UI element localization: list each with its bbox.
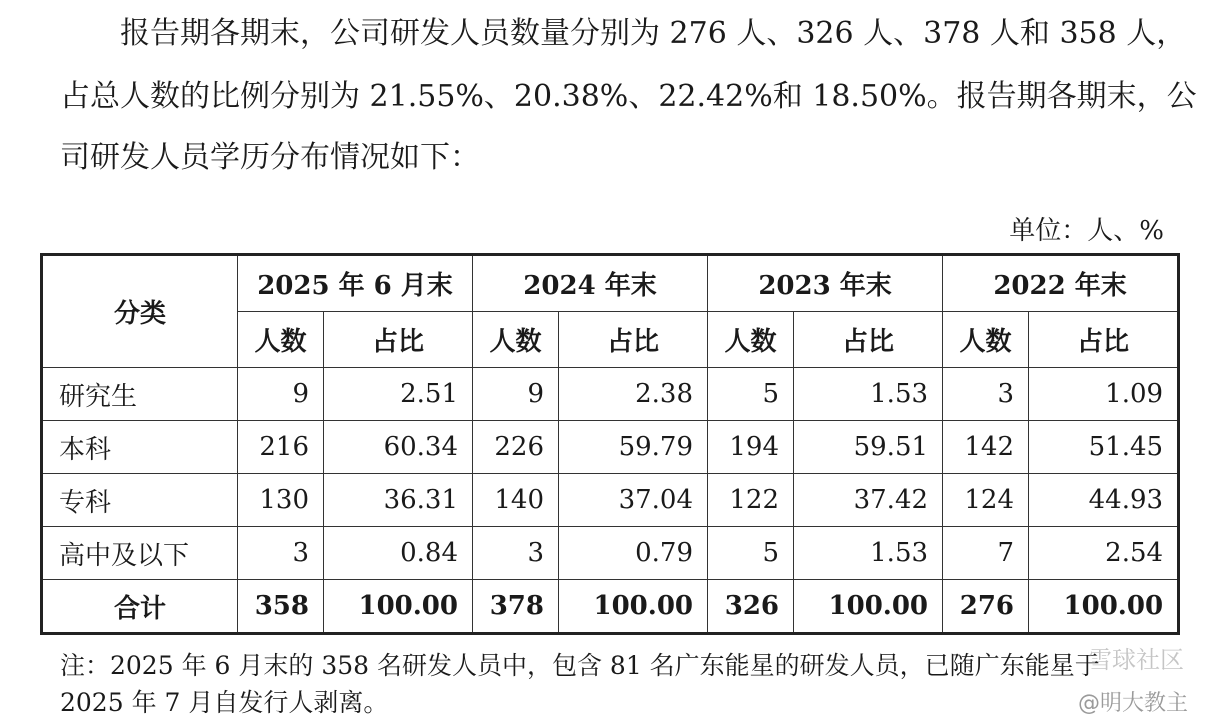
table-cell: 194 (708, 421, 794, 474)
table-cell: 60.34 (324, 421, 473, 474)
table-cell: 37.42 (794, 474, 943, 527)
table-cell: 36.31 (324, 474, 473, 527)
table-cell: 100.00 (794, 580, 943, 634)
table-cell: 100.00 (1029, 580, 1179, 634)
count-header: 人数 (238, 312, 324, 368)
table-cell: 7 (943, 527, 1029, 580)
table-cell: 326 (708, 580, 794, 634)
table-cell: 100.00 (559, 580, 708, 634)
table-cell: 124 (943, 474, 1029, 527)
table-row (42, 527, 1179, 580)
footnote-line-1: 注：2025 年 6 月末的 358 名研发人员中，包含 81 名广东能星的研发人员，已随广东能星于 (60, 651, 1100, 680)
table-row (42, 421, 1179, 474)
paragraph-line-2: 占总人数的比例分别为 21.55%、20.38%、22.42%和 18.50%。报告期各期末，公 (60, 79, 1197, 114)
table-cell: 130 (238, 474, 324, 527)
table-cell: 1.53 (794, 368, 943, 421)
row-label: 专科 (42, 474, 238, 527)
table-header-row-periods (42, 255, 1179, 312)
count-header: 人数 (473, 312, 559, 368)
table-cell: 3 (473, 527, 559, 580)
table-cell: 5 (708, 368, 794, 421)
footnote (60, 647, 1100, 721)
table-cell: 140 (473, 474, 559, 527)
ratio-header: 占比 (794, 312, 943, 368)
table-cell: 9 (473, 368, 559, 421)
table-cell: 59.51 (794, 421, 943, 474)
table-cell: 378 (473, 580, 559, 634)
table-row (42, 368, 1179, 421)
period-header: 2023 年末 (708, 255, 943, 312)
row-label: 高中及以下 (42, 527, 238, 580)
table-cell: 2.38 (559, 368, 708, 421)
table-cell: 276 (943, 580, 1029, 634)
table-cell: 2.54 (1029, 527, 1179, 580)
paragraph-line-1: 报告期各期末，公司研发人员数量分别为 276 人、326 人、378 人和 358 人， (120, 16, 1187, 51)
watermark-site: 雪球社区 (1088, 646, 1184, 674)
table-cell: 100.00 (324, 580, 473, 634)
table-cell: 358 (238, 580, 324, 634)
table-cell: 3 (943, 368, 1029, 421)
row-label: 本科 (42, 421, 238, 474)
table-total-row (42, 580, 1179, 634)
ratio-header: 占比 (1029, 312, 1179, 368)
table-cell: 122 (708, 474, 794, 527)
watermark-author: @明大教主 (1077, 691, 1188, 716)
table-cell: 226 (473, 421, 559, 474)
table-cell: 3 (238, 527, 324, 580)
count-header: 人数 (943, 312, 1029, 368)
count-header: 人数 (708, 312, 794, 368)
table-cell: 1.53 (794, 527, 943, 580)
table-cell: 1.09 (1029, 368, 1179, 421)
table-cell: 44.93 (1029, 474, 1179, 527)
table-row (42, 474, 1179, 527)
table-cell: 5 (708, 527, 794, 580)
table-cell: 51.45 (1029, 421, 1179, 474)
unit-label: 单位：人、% (1009, 216, 1164, 246)
table-cell: 216 (238, 421, 324, 474)
table-cell: 0.84 (324, 527, 473, 580)
period-header: 2024 年末 (473, 255, 708, 312)
row-label: 研究生 (42, 368, 238, 421)
category-header: 分类 (42, 255, 238, 368)
period-header: 2025 年 6 月末 (238, 255, 473, 312)
paragraph-line-3: 司研发人员学历分布情况如下： (60, 140, 480, 175)
ratio-header: 占比 (324, 312, 473, 368)
total-label: 合计 (42, 580, 238, 634)
table-cell: 59.79 (559, 421, 708, 474)
ratio-header: 占比 (559, 312, 708, 368)
table-cell: 142 (943, 421, 1029, 474)
table-cell: 9 (238, 368, 324, 421)
period-header: 2022 年末 (943, 255, 1179, 312)
table-cell: 37.04 (559, 474, 708, 527)
table-cell: 0.79 (559, 527, 708, 580)
table-cell: 2.51 (324, 368, 473, 421)
education-distribution-table (40, 253, 1180, 635)
footnote-line-2: 2025 年 7 月自发行人剥离。 (60, 688, 389, 717)
